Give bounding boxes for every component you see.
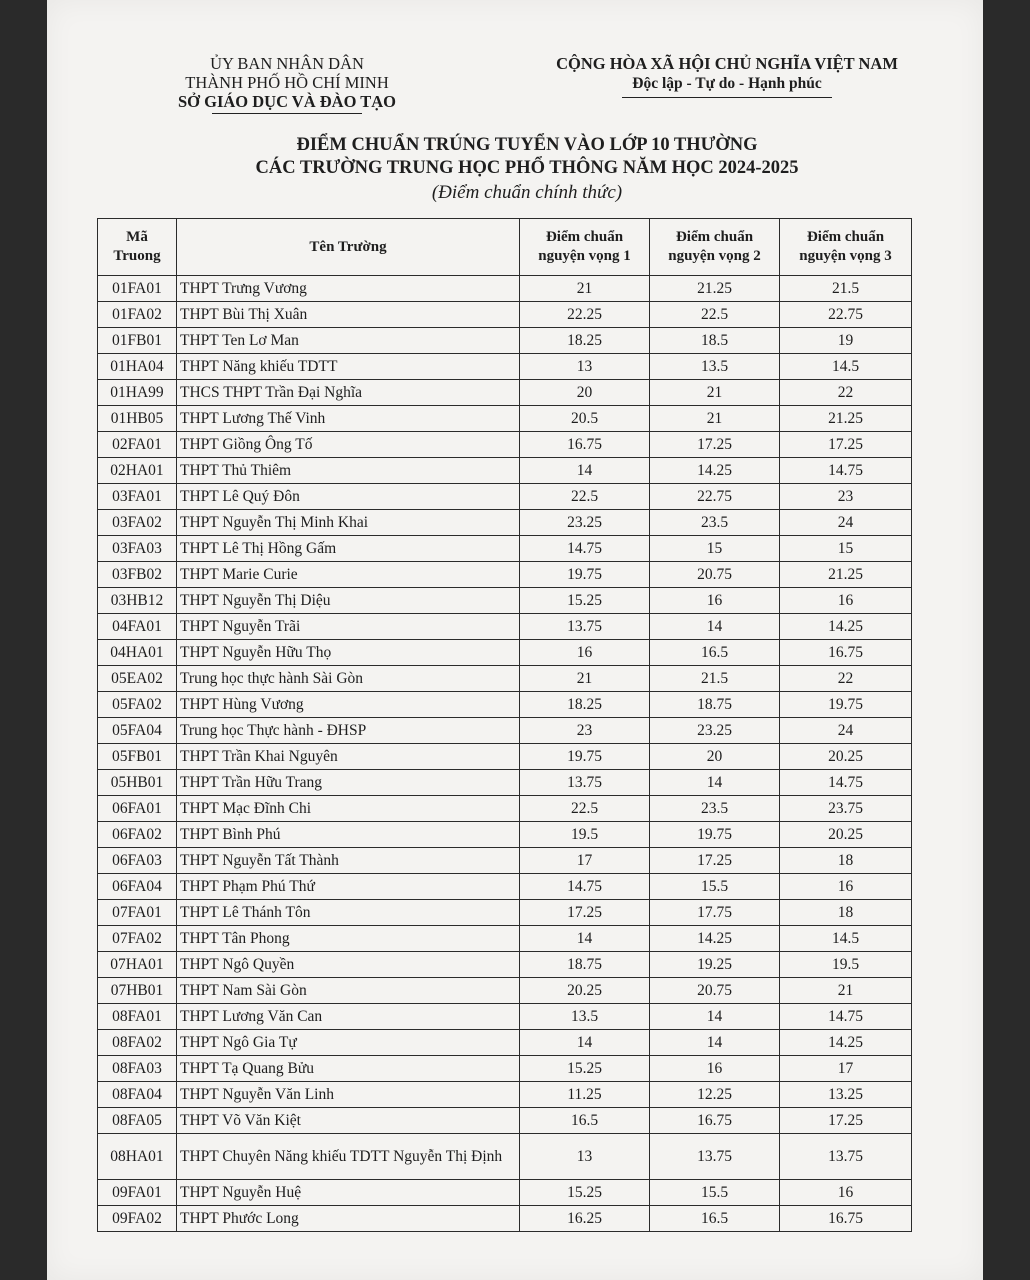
score-nv1: 15.25 [520, 588, 650, 614]
school-name: THCS THPT Trần Đại Nghĩa [177, 380, 520, 406]
table-row [98, 302, 912, 328]
score-nv2: 22.75 [650, 484, 780, 510]
table-header-row [98, 219, 912, 276]
score-nv1: 23 [520, 718, 650, 744]
national-title: CỘNG HÒA XÃ HỘI CHỦ NGHĨA VIỆT NAM [556, 54, 898, 73]
score-nv2: 14.25 [650, 926, 780, 952]
header-code-line-2: Truong [113, 248, 161, 264]
score-nv1: 14 [520, 458, 650, 484]
score-nv1: 16.25 [520, 1206, 650, 1232]
table-row [98, 718, 912, 744]
school-name: THPT Marie Curie [177, 562, 520, 588]
school-name: THPT Võ Văn Kiệt [177, 1108, 520, 1134]
score-nv3: 16 [780, 588, 912, 614]
score-nv3: 16 [780, 1180, 912, 1206]
score-nv2: 14 [650, 1004, 780, 1030]
school-name: THPT Tạ Quang Bửu [177, 1056, 520, 1082]
school-code: 07FA01 [98, 900, 177, 926]
school-name: THPT Nguyễn Thị Diệu [177, 588, 520, 614]
school-code: 07HA01 [98, 952, 177, 978]
score-nv2: 19.75 [650, 822, 780, 848]
school-code: 02FA01 [98, 432, 177, 458]
school-code: 01HA99 [98, 380, 177, 406]
score-nv3: 17.25 [780, 432, 912, 458]
school-name: THPT Ngô Gia Tự [177, 1030, 520, 1056]
motto-underline [622, 97, 832, 98]
table-row [98, 406, 912, 432]
table-row [98, 744, 912, 770]
school-code: 01FA02 [98, 302, 177, 328]
score-nv2: 22.5 [650, 302, 780, 328]
score-nv2: 14 [650, 614, 780, 640]
table-row [98, 380, 912, 406]
score-nv3: 19 [780, 328, 912, 354]
score-nv3: 24 [780, 510, 912, 536]
school-name: THPT Ngô Quyền [177, 952, 520, 978]
score-nv1: 13.75 [520, 614, 650, 640]
school-code: 08FA02 [98, 1030, 177, 1056]
school-name: THPT Tân Phong [177, 926, 520, 952]
school-name: Trung học Thực hành - ĐHSP [177, 718, 520, 744]
score-nv2: 18.5 [650, 328, 780, 354]
school-code: 08FA05 [98, 1108, 177, 1134]
school-name: THPT Phạm Phú Thứ [177, 874, 520, 900]
score-nv2: 21.5 [650, 666, 780, 692]
score-nv1: 21 [520, 666, 650, 692]
school-code: 03HB12 [98, 588, 177, 614]
school-code: 03FA01 [98, 484, 177, 510]
score-nv2: 20.75 [650, 978, 780, 1004]
school-name: THPT Bình Phú [177, 822, 520, 848]
table-row [98, 900, 912, 926]
table-row [98, 666, 912, 692]
table-row [98, 614, 912, 640]
score-nv1: 19.75 [520, 744, 650, 770]
school-code: 01HA04 [98, 354, 177, 380]
score-nv2: 21 [650, 406, 780, 432]
school-code: 06FA02 [98, 822, 177, 848]
score-nv2: 13.5 [650, 354, 780, 380]
table-row [98, 1004, 912, 1030]
score-nv3: 14.75 [780, 770, 912, 796]
score-nv2: 15.5 [650, 874, 780, 900]
header-nv1-line-2: nguyện vọng 1 [538, 248, 631, 264]
authority-line-1: ỦY BAN NHÂN DÂN [210, 54, 364, 73]
school-code: 01FA01 [98, 276, 177, 302]
school-name: THPT Lê Thị Hồng Gấm [177, 536, 520, 562]
school-code: 01HB05 [98, 406, 177, 432]
school-code: 09FA01 [98, 1180, 177, 1206]
header-nv3-line-1: Điểm chuẩn [806, 229, 885, 245]
school-code: 05FB01 [98, 744, 177, 770]
score-nv1: 14 [520, 1030, 650, 1056]
school-name: THPT Nguyễn Trãi [177, 614, 520, 640]
school-name: THPT Phước Long [177, 1206, 520, 1232]
table-row [98, 796, 912, 822]
score-nv1: 14 [520, 926, 650, 952]
score-nv1: 15.25 [520, 1180, 650, 1206]
score-nv3: 14.75 [780, 458, 912, 484]
score-nv1: 22.25 [520, 302, 650, 328]
school-code: 07HB01 [98, 978, 177, 1004]
school-name: THPT Ten Lơ Man [177, 328, 520, 354]
school-code: 04FA01 [98, 614, 177, 640]
score-nv3: 16.75 [780, 640, 912, 666]
score-nv2: 14 [650, 1030, 780, 1056]
table-row [98, 1030, 912, 1056]
score-nv2: 13.75 [650, 1134, 780, 1180]
school-code: 04HA01 [98, 640, 177, 666]
score-nv2: 16.5 [650, 640, 780, 666]
score-nv1: 20.25 [520, 978, 650, 1004]
table-row [98, 1134, 912, 1180]
score-nv1: 19.5 [520, 822, 650, 848]
school-code: 03FA02 [98, 510, 177, 536]
table-row [98, 692, 912, 718]
score-nv3: 23 [780, 484, 912, 510]
school-code: 08FA01 [98, 1004, 177, 1030]
score-nv1: 16.5 [520, 1108, 650, 1134]
school-name: THPT Lê Quý Đôn [177, 484, 520, 510]
school-name: THPT Trần Hữu Trang [177, 770, 520, 796]
school-name: THPT Giồng Ông Tố [177, 432, 520, 458]
table-row [98, 640, 912, 666]
school-code: 03FB02 [98, 562, 177, 588]
header-nv2-line-2: nguyện vọng 2 [668, 248, 761, 264]
scores-table [97, 218, 912, 1232]
school-name: THPT Nguyễn Văn Linh [177, 1082, 520, 1108]
header-nv3 [780, 219, 912, 276]
school-code: 05FA02 [98, 692, 177, 718]
document-page [47, 0, 983, 1280]
table-row [98, 1108, 912, 1134]
score-nv2: 17.75 [650, 900, 780, 926]
school-code: 08FA04 [98, 1082, 177, 1108]
score-nv1: 13 [520, 1134, 650, 1180]
authority-line-2: THÀNH PHỐ HỒ CHÍ MINH [185, 73, 389, 92]
score-nv3: 14.5 [780, 926, 912, 952]
score-nv1: 13.5 [520, 1004, 650, 1030]
school-name: THPT Lê Thánh Tôn [177, 900, 520, 926]
score-nv1: 14.75 [520, 874, 650, 900]
score-nv2: 16 [650, 588, 780, 614]
school-name: THPT Hùng Vương [177, 692, 520, 718]
score-nv1: 17 [520, 848, 650, 874]
score-nv2: 15.5 [650, 1180, 780, 1206]
score-nv3: 20.25 [780, 822, 912, 848]
header-nv1-line-1: Điểm chuẩn [545, 229, 624, 245]
school-code: 03FA03 [98, 536, 177, 562]
school-name: THPT Nguyễn Tất Thành [177, 848, 520, 874]
table-row [98, 328, 912, 354]
score-nv2: 21.25 [650, 276, 780, 302]
score-nv3: 17.25 [780, 1108, 912, 1134]
score-nv2: 15 [650, 536, 780, 562]
authority-line-3: SỞ GIÁO DỤC VÀ ĐÀO TẠO [177, 92, 397, 111]
table-row [98, 276, 912, 302]
school-code: 06FA03 [98, 848, 177, 874]
school-name: THPT Trần Khai Nguyên [177, 744, 520, 770]
header-nv2-line-1: Điểm chuẩn [675, 229, 754, 245]
score-nv3: 21.5 [780, 276, 912, 302]
table-body [98, 276, 912, 1232]
score-nv2: 23.5 [650, 510, 780, 536]
score-nv1: 22.5 [520, 796, 650, 822]
header-code [98, 219, 177, 276]
score-nv1: 11.25 [520, 1082, 650, 1108]
score-nv3: 17 [780, 1056, 912, 1082]
school-code: 05FA04 [98, 718, 177, 744]
table-row [98, 1180, 912, 1206]
score-nv3: 14.75 [780, 1004, 912, 1030]
score-nv1: 18.75 [520, 952, 650, 978]
score-nv1: 18.25 [520, 328, 650, 354]
score-nv1: 13 [520, 354, 650, 380]
score-nv1: 20.5 [520, 406, 650, 432]
score-nv3: 18 [780, 848, 912, 874]
table-row [98, 926, 912, 952]
school-code: 05HB01 [98, 770, 177, 796]
school-name: THPT Lương Văn Can [177, 1004, 520, 1030]
school-code: 05EA02 [98, 666, 177, 692]
table-row [98, 510, 912, 536]
table-row [98, 1082, 912, 1108]
score-nv1: 13.75 [520, 770, 650, 796]
school-name: Trung học thực hành Sài Gòn [177, 666, 520, 692]
table-row [98, 588, 912, 614]
score-nv1: 19.75 [520, 562, 650, 588]
issuing-authority [157, 54, 417, 114]
table-row [98, 562, 912, 588]
school-code: 07FA02 [98, 926, 177, 952]
table-row [98, 874, 912, 900]
document-subtitle: (Điểm chuẩn chính thức) [431, 182, 623, 203]
document-title [87, 134, 967, 180]
school-name: THPT Nguyễn Thị Minh Khai [177, 510, 520, 536]
table-row [98, 536, 912, 562]
school-name: THPT Nguyễn Hữu Thọ [177, 640, 520, 666]
score-nv1: 17.25 [520, 900, 650, 926]
school-name: THPT Nguyễn Huệ [177, 1180, 520, 1206]
score-nv3: 23.75 [780, 796, 912, 822]
score-nv1: 22.5 [520, 484, 650, 510]
table-row [98, 354, 912, 380]
score-nv3: 22 [780, 380, 912, 406]
score-nv1: 23.25 [520, 510, 650, 536]
score-nv2: 23.25 [650, 718, 780, 744]
score-nv2: 17.25 [650, 848, 780, 874]
score-nv3: 20.25 [780, 744, 912, 770]
score-nv3: 14.25 [780, 1030, 912, 1056]
table-row [98, 952, 912, 978]
score-nv2: 16 [650, 1056, 780, 1082]
table-row [98, 484, 912, 510]
national-motto: Độc lập - Tự do - Hạnh phúc [632, 75, 822, 92]
table-row [98, 432, 912, 458]
header-school-name: Tên Trường [177, 219, 520, 276]
header-nv1 [520, 219, 650, 276]
score-nv3: 21 [780, 978, 912, 1004]
title-line-1: ĐIỂM CHUẨN TRÚNG TUYỂN VÀO LỚP 10 THƯỜNG [296, 135, 758, 155]
header-nv3-line-2: nguyện vọng 3 [799, 248, 892, 264]
score-nv2: 23.5 [650, 796, 780, 822]
school-code: 09FA02 [98, 1206, 177, 1232]
authority-underline [212, 113, 362, 114]
score-nv1: 14.75 [520, 536, 650, 562]
score-nv3: 15 [780, 536, 912, 562]
score-nv2: 18.75 [650, 692, 780, 718]
score-nv3: 13.75 [780, 1134, 912, 1180]
score-nv3: 18 [780, 900, 912, 926]
score-nv3: 16 [780, 874, 912, 900]
school-code: 08FA03 [98, 1056, 177, 1082]
table-row [98, 978, 912, 1004]
score-nv3: 21.25 [780, 562, 912, 588]
header-nv2 [650, 219, 780, 276]
score-nv3: 14.5 [780, 354, 912, 380]
score-nv2: 12.25 [650, 1082, 780, 1108]
score-nv1: 20 [520, 380, 650, 406]
score-nv3: 22 [780, 666, 912, 692]
school-name: THPT Trưng Vương [177, 276, 520, 302]
score-nv2: 20.75 [650, 562, 780, 588]
school-name: THPT Lương Thế Vinh [177, 406, 520, 432]
school-code: 06FA01 [98, 796, 177, 822]
score-nv3: 21.25 [780, 406, 912, 432]
score-nv2: 16.5 [650, 1206, 780, 1232]
table-row [98, 770, 912, 796]
score-nv1: 16 [520, 640, 650, 666]
table-row [98, 458, 912, 484]
score-nv3: 19.75 [780, 692, 912, 718]
score-nv2: 20 [650, 744, 780, 770]
school-code: 06FA04 [98, 874, 177, 900]
table-row [98, 848, 912, 874]
score-nv2: 21 [650, 380, 780, 406]
title-line-2: CÁC TRƯỜNG TRUNG HỌC PHỔ THÔNG NĂM HỌC 2024-2025 [255, 158, 799, 178]
score-nv1: 16.75 [520, 432, 650, 458]
score-nv1: 18.25 [520, 692, 650, 718]
score-nv3: 24 [780, 718, 912, 744]
score-nv1: 15.25 [520, 1056, 650, 1082]
score-nv3: 14.25 [780, 614, 912, 640]
score-nv3: 22.75 [780, 302, 912, 328]
score-nv2: 17.25 [650, 432, 780, 458]
school-code: 08HA01 [98, 1134, 177, 1180]
school-name: THPT Mạc Đĩnh Chi [177, 796, 520, 822]
score-nv2: 16.75 [650, 1108, 780, 1134]
school-code: 02HA01 [98, 458, 177, 484]
school-code: 01FB01 [98, 328, 177, 354]
score-nv1: 21 [520, 276, 650, 302]
score-nv2: 14 [650, 770, 780, 796]
school-name: THPT Nam Sài Gòn [177, 978, 520, 1004]
school-name: THPT Bùi Thị Xuân [177, 302, 520, 328]
national-header [517, 54, 937, 98]
score-nv3: 16.75 [780, 1206, 912, 1232]
school-name: THPT Chuyên Năng khiếu TDTT Nguyễn Thị Định [177, 1134, 520, 1180]
score-nv3: 13.25 [780, 1082, 912, 1108]
school-name: THPT Thủ Thiêm [177, 458, 520, 484]
table-row [98, 822, 912, 848]
school-name: THPT Năng khiếu TDTT [177, 354, 520, 380]
score-nv2: 19.25 [650, 952, 780, 978]
header-code-line-1: Mã [126, 229, 148, 245]
score-nv2: 14.25 [650, 458, 780, 484]
score-nv3: 19.5 [780, 952, 912, 978]
table-row [98, 1206, 912, 1232]
table-row [98, 1056, 912, 1082]
